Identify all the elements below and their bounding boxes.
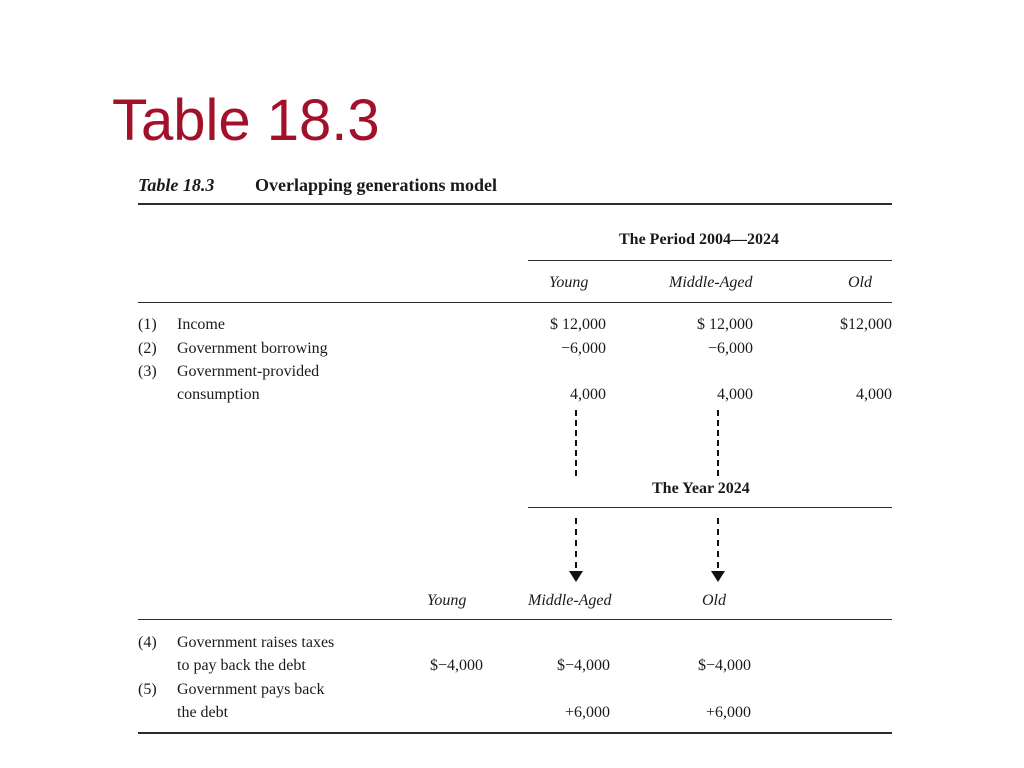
dashed-connector-middle-aged-to-old bbox=[717, 410, 719, 476]
dashed-arrow-middle-aged-to-old bbox=[717, 518, 719, 568]
year-heading-rule bbox=[528, 507, 892, 508]
row-label-continued: the debt bbox=[177, 704, 229, 721]
row-label-continued: consumption bbox=[177, 386, 260, 403]
row-label: Government borrowing bbox=[177, 340, 328, 357]
arrow-down-icon bbox=[569, 571, 583, 582]
value-old: 4,000 bbox=[856, 386, 892, 403]
col-young-header: Young bbox=[427, 592, 467, 609]
row-number: (4) bbox=[138, 634, 157, 651]
value-middle-aged: +6,000 bbox=[564, 704, 610, 721]
top-rule bbox=[138, 203, 892, 205]
period-heading-rule bbox=[528, 260, 892, 261]
row-number: (2) bbox=[138, 340, 157, 357]
row-number: (3) bbox=[138, 363, 157, 380]
value-young: −6,000 bbox=[560, 340, 606, 357]
row-label: Government pays back bbox=[177, 681, 325, 698]
value-middle-aged: $−4,000 bbox=[556, 657, 610, 674]
col-middle-aged-header: Middle-Aged bbox=[528, 592, 612, 609]
period-heading: The Period 2004—2024 bbox=[619, 231, 779, 248]
section2-header-rule bbox=[138, 619, 892, 620]
col-old-header: Old bbox=[702, 592, 726, 609]
col-middle-aged-header: Middle-Aged bbox=[669, 274, 753, 291]
row-label: Government raises taxes bbox=[177, 634, 335, 651]
value-old: $−4,000 bbox=[697, 657, 751, 674]
bottom-rule bbox=[138, 732, 892, 734]
row-label: Government-provided bbox=[177, 363, 320, 380]
table-figure bbox=[138, 170, 892, 738]
col-young-header: Young bbox=[549, 274, 589, 291]
table-caption-title: Overlapping generations model bbox=[255, 175, 497, 195]
row-number: (1) bbox=[138, 316, 157, 333]
dashed-arrow-young-to-middle-aged bbox=[575, 518, 577, 568]
dashed-connector-young-to-middle-aged bbox=[575, 410, 577, 476]
year-heading: The Year 2024 bbox=[652, 480, 750, 497]
value-young: 4,000 bbox=[570, 386, 606, 403]
value-young: $−4,000 bbox=[429, 657, 483, 674]
value-old: $12,000 bbox=[840, 316, 892, 333]
section1-header-rule bbox=[138, 302, 892, 303]
col-old-header: Old bbox=[848, 274, 872, 291]
value-middle-aged: $ 12,000 bbox=[697, 316, 753, 333]
value-old: +6,000 bbox=[705, 704, 751, 721]
slide-title: Table 18.3 bbox=[112, 88, 380, 153]
value-middle-aged: −6,000 bbox=[707, 340, 753, 357]
table-caption-number: Table 18.3 bbox=[138, 175, 215, 195]
value-middle-aged: 4,000 bbox=[717, 386, 753, 403]
row-label-continued: to pay back the debt bbox=[177, 657, 306, 674]
arrow-down-icon bbox=[711, 571, 725, 582]
row-label: Income bbox=[177, 316, 225, 333]
row-number: (5) bbox=[138, 681, 157, 698]
value-young: $ 12,000 bbox=[550, 316, 606, 333]
